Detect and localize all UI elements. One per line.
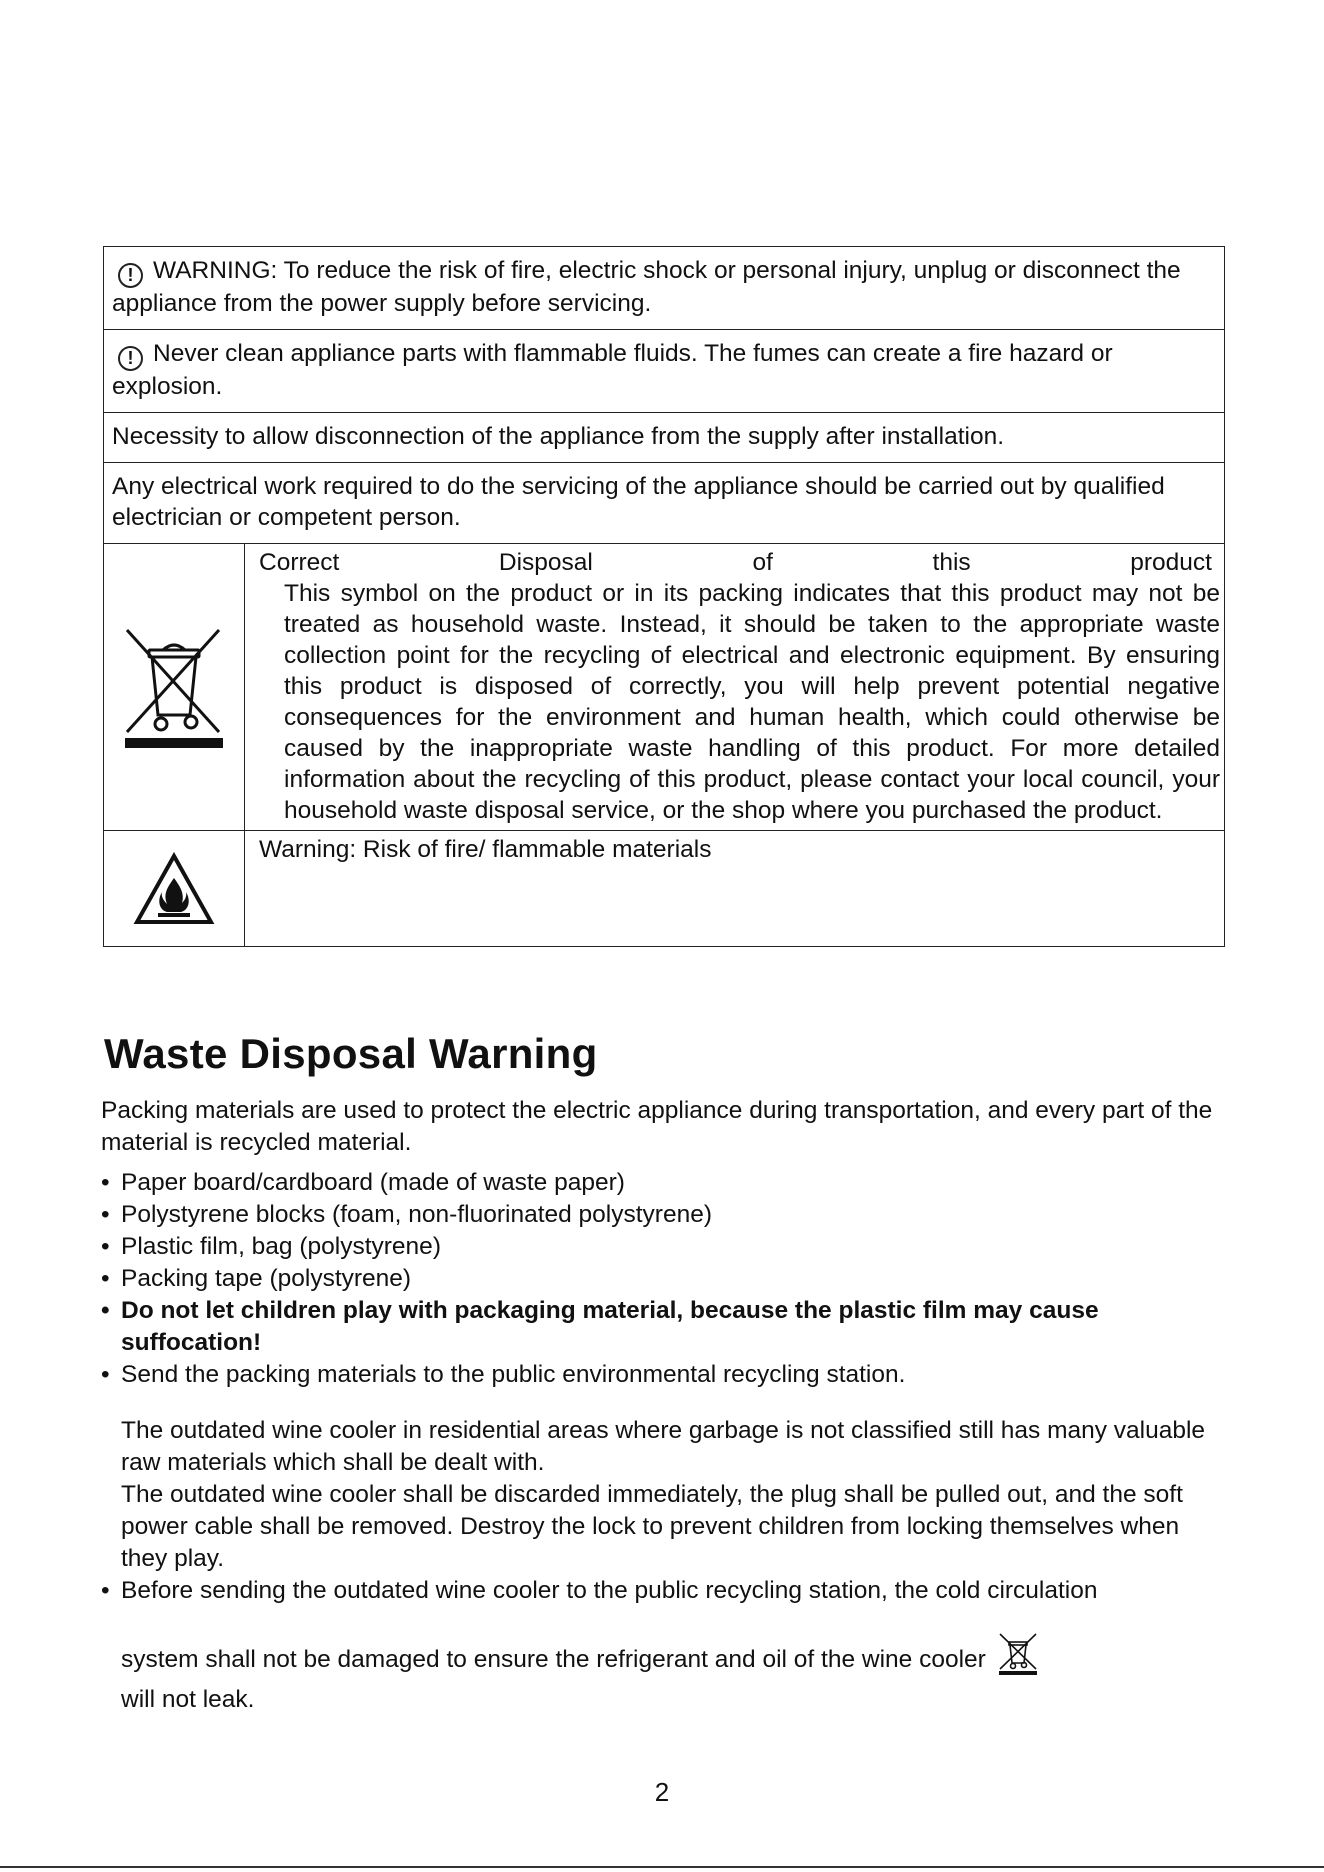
disposal-row (104, 544, 1224, 831)
list-item: • Paper board/cardboard (made of waste paper) (101, 1167, 1221, 1199)
list-item: • Packing tape (polystyrene) (101, 1263, 1221, 1295)
disposal-heading-word: Correct (259, 549, 340, 576)
disposal-icon-cell (104, 544, 245, 830)
warning-text-2: Never clean appliance parts with flammable fluids. The fumes can create a fire hazard or explosion. (112, 340, 1113, 400)
disposal-text-cell (245, 544, 1224, 830)
list-item (101, 1575, 1221, 1716)
page-number: 2 (654, 1777, 670, 1807)
exclamation-circle-icon: ! (118, 263, 143, 288)
crossed-bin-icon (119, 622, 229, 752)
materials-list (101, 1167, 1221, 1391)
list-item: • Plastic film, bag (polystyrene) (101, 1231, 1221, 1263)
disposal-heading-word: of (752, 549, 773, 576)
note-text-1: Necessity to allow disconnection of the appliance from the supply after installation. (112, 423, 1005, 450)
safety-table (103, 246, 1225, 947)
disposal-body: This symbol on the product or in its packing indicates that this product may not be treated as household waste. Instead, it should be taken to the appropriate waste collection point for the recycling of electrical and electronic equipment. By ensuring this product is disposed of correctly, you will help prevent potential negative consequences for the environment and human health, which could otherwise be caused by the inappropriate waste handling of this product. For more detailed information about the recycling of this product, please contact your local council, your household waste disposal service, or the shop where you purchased the product. (284, 580, 1220, 824)
disposal-heading-word: Disposal (498, 549, 593, 576)
note-row-1 (104, 413, 1224, 463)
disposal-heading-word: product (1130, 549, 1212, 576)
child-safety-warning: • Do not let children play with packaging material, because the plastic film may cause suffocation! (101, 1295, 1221, 1359)
note-row-2 (104, 463, 1224, 544)
list-item: • Polystyrene blocks (foam, non-fluorinated polystyrene) (101, 1199, 1221, 1231)
crossed-bin-icon (996, 1631, 1040, 1684)
note-text-2: Any electrical work required to do the servicing of the appliance should be carried out by qualified electrician or competent person. (112, 473, 1165, 531)
intro-paragraph: Packing materials are used to protect the electric appliance during transportation, and every part of the material is recycled material. (101, 1097, 1213, 1156)
paragraph-2: The outdated wine cooler shall be discarded immediately, the plug shall be pulled out, and the soft power cable shall be removed. Destroy the lock to prevent children from locking themselves when they play. (121, 1481, 1183, 1572)
fire-icon-cell (104, 831, 245, 946)
fire-warning-row (104, 831, 1224, 946)
fire-warning-text: Warning: Risk of fire/ flammable materials (259, 836, 712, 863)
warning-row-1 (104, 247, 1224, 330)
last-bullet-line-1: Before sending the outdated wine cooler to the public recycling station, the cold circulation (121, 1577, 1098, 1604)
warning-row-2 (104, 330, 1224, 413)
disposal-heading (259, 547, 1220, 578)
exclamation-circle-icon: ! (118, 346, 143, 371)
disposal-heading-word: this (932, 549, 971, 576)
fire-warning-cell (245, 831, 1224, 946)
last-bullet-line-2: system shall not be damaged to ensure the refrigerant and oil of the wine cooler (121, 1646, 986, 1673)
last-bullet-line-3: will not leak. (121, 1686, 255, 1713)
flammable-triangle-icon (133, 852, 215, 926)
recycling-list (101, 1575, 1221, 1716)
list-item: • Send the packing materials to the public environmental recycling station. (101, 1359, 1221, 1391)
paragraph-1: The outdated wine cooler in residential areas where garbage is not classified still has many valuable raw materials which shall be dealt with. (121, 1417, 1206, 1476)
bottom-rule (0, 1866, 1324, 1868)
section-title: Waste Disposal Warning (104, 1030, 598, 1077)
waste-disposal-section (101, 1095, 1221, 1716)
warning-text-1: WARNING: To reduce the risk of fire, electric shock or personal injury, unplug or disconnect the appliance from the power supply before servicing. (112, 257, 1181, 317)
